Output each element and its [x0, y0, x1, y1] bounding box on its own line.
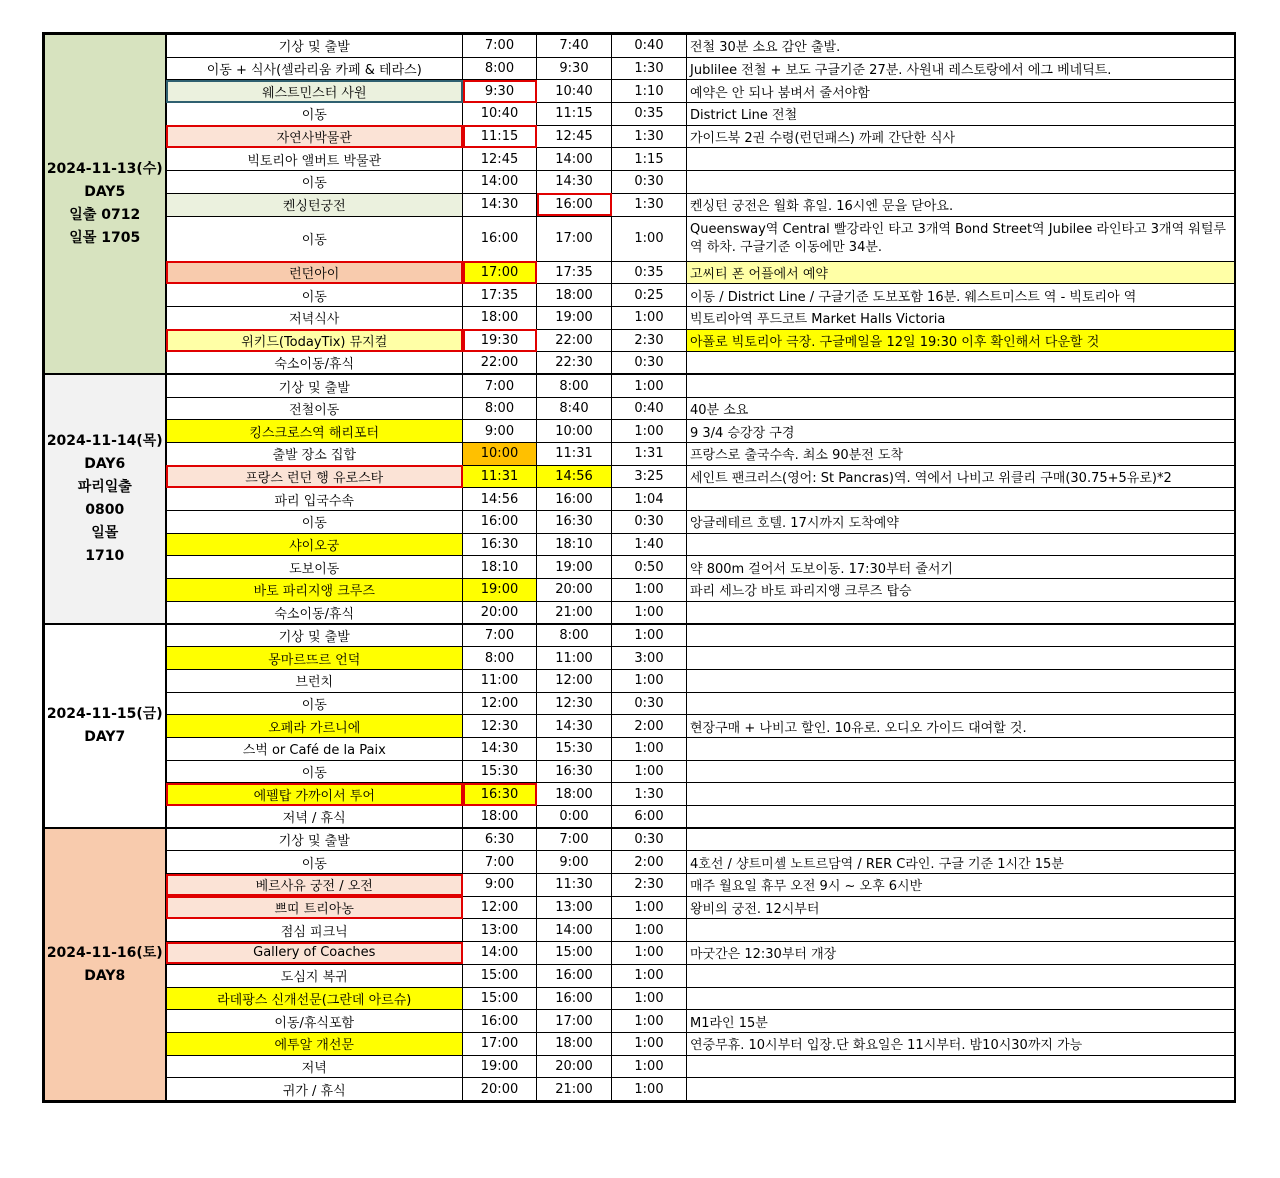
- start-time-cell: 12:00: [463, 896, 537, 919]
- note-cell: 이동 / District Line / 구글기준 도보포함 16분. 웨스트미스트 역 - 빅토리아 역: [687, 284, 1235, 307]
- duration-cell: 0:40: [612, 397, 687, 420]
- schedule-row: [45, 783, 1235, 806]
- end-time-cell: 14:30: [537, 171, 612, 194]
- schedule-row: [45, 443, 1235, 466]
- start-time-cell: 18:10: [463, 556, 537, 579]
- activity-cell: 저녁식사: [166, 306, 463, 329]
- note-cell: 세인트 팬크러스(영어: St Pancras)역. 역에서 나비고 위클리 구매(30.75+5유로)*2: [687, 465, 1235, 488]
- duration-cell: 1:31: [612, 443, 687, 466]
- note-cell: [687, 533, 1235, 556]
- activity-cell: 켄싱턴궁전: [166, 193, 463, 216]
- start-time-cell: 17:35: [463, 284, 537, 307]
- note-cell: [687, 692, 1235, 715]
- activity-cell: 브런치: [166, 669, 463, 692]
- day-cell: [45, 374, 166, 624]
- activity-cell: 파리 입국수속: [166, 488, 463, 511]
- start-time-cell: 8:00: [463, 57, 537, 80]
- day-info: DAY7: [84, 729, 126, 746]
- start-time-cell: 17:00: [463, 261, 537, 284]
- schedule-row: [45, 148, 1235, 171]
- duration-cell: 0:30: [612, 692, 687, 715]
- schedule-row: [45, 737, 1235, 760]
- start-time-cell: 9:30: [463, 80, 537, 103]
- note-cell: [687, 783, 1235, 806]
- duration-cell: 1:04: [612, 488, 687, 511]
- schedule-row: [45, 374, 1235, 397]
- duration-cell: 1:30: [612, 125, 687, 148]
- note-cell: 왕비의 궁전. 12시부터: [687, 896, 1235, 919]
- end-time-cell: 11:31: [537, 443, 612, 466]
- activity-cell: 도심지 복귀: [166, 964, 463, 987]
- duration-cell: 0:35: [612, 103, 687, 126]
- note-cell: 빅토리아역 푸드코트 Market Halls Victoria: [687, 306, 1235, 329]
- duration-cell: 1:30: [612, 193, 687, 216]
- end-time-cell: 16:30: [537, 760, 612, 783]
- activity-cell: 기상 및 출발: [166, 828, 463, 851]
- start-time-cell: 15:00: [463, 987, 537, 1010]
- schedule-row: [45, 261, 1235, 284]
- duration-cell: 0:30: [612, 352, 687, 375]
- activity-cell: 라데팡스 신개선문(그란데 아르슈): [166, 987, 463, 1010]
- activity-cell: 오페라 가르니에: [166, 715, 463, 738]
- end-time-cell: 0:00: [537, 806, 612, 829]
- activity-cell: 점심 피크닉: [166, 919, 463, 942]
- note-cell: District Line 전철: [687, 103, 1235, 126]
- start-time-cell: 12:30: [463, 715, 537, 738]
- activity-cell: 귀가 / 휴식: [166, 1078, 463, 1101]
- note-cell: 켄싱턴 궁전은 월화 휴일. 16시엔 문을 닫아요.: [687, 193, 1235, 216]
- end-time-cell: 18:10: [537, 533, 612, 556]
- schedule-row: [45, 919, 1235, 942]
- start-time-cell: 19:00: [463, 579, 537, 602]
- duration-cell: 2:00: [612, 715, 687, 738]
- end-time-cell: 15:00: [537, 942, 612, 965]
- activity-cell: 이동: [166, 511, 463, 534]
- start-time-cell: 14:30: [463, 737, 537, 760]
- end-time-cell: 15:30: [537, 737, 612, 760]
- end-time-cell: 16:00: [537, 193, 612, 216]
- end-time-cell: 7:00: [537, 828, 612, 851]
- note-cell: 매주 월요일 휴무 오전 9시 ~ 오후 6시반: [687, 874, 1235, 897]
- start-time-cell: 16:00: [463, 1010, 537, 1033]
- activity-cell: 자연사박물관: [166, 125, 463, 148]
- schedule-row: [45, 352, 1235, 375]
- end-time-cell: 17:00: [537, 216, 612, 261]
- start-time-cell: 8:00: [463, 647, 537, 670]
- activity-cell: 숙소이동/휴식: [166, 601, 463, 624]
- note-cell: Queensway역 Central 빨강라인 타고 3개역 Bond Street역 Jubilee 라인타고 3개역 워털루 역 하차. 구글기준 이동에만 34분.: [687, 216, 1235, 261]
- activity-cell: 프랑스 런던 행 유로스타: [166, 465, 463, 488]
- duration-cell: 1:00: [612, 919, 687, 942]
- note-cell: [687, 964, 1235, 987]
- schedule-row: [45, 579, 1235, 602]
- schedule-row: [45, 35, 1235, 58]
- activity-cell: 이동: [166, 692, 463, 715]
- day-date: 2024-11-13(수): [46, 161, 163, 178]
- day-cell: [45, 624, 166, 828]
- note-cell: [687, 624, 1235, 647]
- duration-cell: 1:00: [612, 760, 687, 783]
- day-info: 0800: [85, 502, 125, 519]
- note-cell: [687, 919, 1235, 942]
- note-cell: [687, 1055, 1235, 1078]
- note-cell: 파리 세느강 바토 파리지앵 크루즈 탑승: [687, 579, 1235, 602]
- start-time-cell: 14:00: [463, 171, 537, 194]
- duration-cell: 1:00: [612, 987, 687, 1010]
- schedule-row: [45, 1055, 1235, 1078]
- note-cell: 프랑스로 출국수속. 최소 90분전 도착: [687, 443, 1235, 466]
- start-time-cell: 16:30: [463, 783, 537, 806]
- schedule-row: [45, 284, 1235, 307]
- start-time-cell: 16:30: [463, 533, 537, 556]
- duration-cell: 1:00: [612, 896, 687, 919]
- schedule-row: [45, 828, 1235, 851]
- duration-cell: 3:25: [612, 465, 687, 488]
- start-time-cell: 16:00: [463, 216, 537, 261]
- end-time-cell: 11:15: [537, 103, 612, 126]
- duration-cell: 6:00: [612, 806, 687, 829]
- schedule-row: [45, 715, 1235, 738]
- schedule-row: [45, 103, 1235, 126]
- activity-cell: 바토 파리지앵 크루즈: [166, 579, 463, 602]
- schedule-row: [45, 397, 1235, 420]
- schedule-row: [45, 987, 1235, 1010]
- schedule-row: [45, 647, 1235, 670]
- start-time-cell: 9:00: [463, 420, 537, 443]
- start-time-cell: 11:00: [463, 669, 537, 692]
- end-time-cell: 18:00: [537, 783, 612, 806]
- duration-cell: 1:30: [612, 783, 687, 806]
- note-cell: [687, 374, 1235, 397]
- start-time-cell: 9:00: [463, 874, 537, 897]
- end-time-cell: 9:00: [537, 851, 612, 874]
- start-time-cell: 7:00: [463, 374, 537, 397]
- start-time-cell: 20:00: [463, 1078, 537, 1101]
- start-time-cell: 14:00: [463, 942, 537, 965]
- activity-cell: 저녁 / 휴식: [166, 806, 463, 829]
- start-time-cell: 16:00: [463, 511, 537, 534]
- note-cell: 마굿간은 12:30부터 개장: [687, 942, 1235, 965]
- activity-cell: 에투알 개선문: [166, 1032, 463, 1055]
- duration-cell: 2:00: [612, 851, 687, 874]
- duration-cell: 1:30: [612, 57, 687, 80]
- schedule-row: [45, 216, 1235, 261]
- day-cell: [45, 35, 166, 375]
- start-time-cell: 8:00: [463, 397, 537, 420]
- note-cell: 4호선 / 샹트미셸 노트르담역 / RER C라인. 구글 기준 1시간 15분: [687, 851, 1235, 874]
- duration-cell: 0:30: [612, 828, 687, 851]
- schedule-row: [45, 874, 1235, 897]
- activity-cell: Gallery of Coaches: [166, 942, 463, 965]
- day-date: 2024-11-16(토): [46, 944, 163, 961]
- note-cell: 가이드북 2권 수령(런던패스) 까페 간단한 식사: [687, 125, 1235, 148]
- start-time-cell: 12:45: [463, 148, 537, 171]
- start-time-cell: 10:00: [463, 443, 537, 466]
- start-time-cell: 6:30: [463, 828, 537, 851]
- duration-cell: 3:00: [612, 647, 687, 670]
- note-cell: [687, 148, 1235, 171]
- note-cell: [687, 352, 1235, 375]
- schedule-row: [45, 624, 1235, 647]
- activity-cell: 이동: [166, 851, 463, 874]
- schedule-row: [45, 669, 1235, 692]
- note-cell: Jublilee 전철 + 보도 구글기준 27분. 사원내 레스토랑에서 에그 베네딕트.: [687, 57, 1235, 80]
- end-time-cell: 19:00: [537, 306, 612, 329]
- activity-cell: 이동: [166, 760, 463, 783]
- duration-cell: 0:40: [612, 35, 687, 58]
- note-cell: 연중무휴. 10시부터 입장.단 화요일은 11시부터. 밤10시30까지 가능: [687, 1032, 1235, 1055]
- duration-cell: 1:15: [612, 148, 687, 171]
- note-cell: 약 800m 걸어서 도보이동. 17:30부터 줄서기: [687, 556, 1235, 579]
- schedule-row: [45, 511, 1235, 534]
- note-cell: [687, 828, 1235, 851]
- activity-cell: 기상 및 출발: [166, 624, 463, 647]
- end-time-cell: 7:40: [537, 35, 612, 58]
- schedule-row: [45, 1032, 1235, 1055]
- itinerary-table: [44, 34, 1235, 1101]
- end-time-cell: 20:00: [537, 1055, 612, 1078]
- duration-cell: 1:00: [612, 216, 687, 261]
- day-info: 파리일출: [77, 479, 132, 496]
- schedule-row: [45, 942, 1235, 965]
- note-cell: [687, 601, 1235, 624]
- end-time-cell: 10:40: [537, 80, 612, 103]
- end-time-cell: 8:40: [537, 397, 612, 420]
- duration-cell: 1:10: [612, 80, 687, 103]
- duration-cell: 2:30: [612, 329, 687, 352]
- duration-cell: 0:30: [612, 511, 687, 534]
- note-cell: 아폴로 빅토리아 극장. 구글메일을 12일 19:30 이후 확인해서 다운할 것: [687, 329, 1235, 352]
- note-cell: 9 3/4 승강장 구경: [687, 420, 1235, 443]
- start-time-cell: 13:00: [463, 919, 537, 942]
- duration-cell: 1:00: [612, 601, 687, 624]
- duration-cell: 1:00: [612, 579, 687, 602]
- start-time-cell: 22:00: [463, 352, 537, 375]
- duration-cell: 1:00: [612, 1055, 687, 1078]
- duration-cell: 1:00: [612, 420, 687, 443]
- end-time-cell: 11:30: [537, 874, 612, 897]
- start-time-cell: 15:00: [463, 964, 537, 987]
- activity-cell: 저녁: [166, 1055, 463, 1078]
- day-info: DAY5: [84, 184, 126, 201]
- day-date: 2024-11-14(목): [46, 433, 163, 450]
- schedule-row: [45, 533, 1235, 556]
- end-time-cell: 21:00: [537, 1078, 612, 1101]
- end-time-cell: 18:00: [537, 284, 612, 307]
- schedule-row: [45, 171, 1235, 194]
- duration-cell: 1:00: [612, 624, 687, 647]
- end-time-cell: 16:00: [537, 964, 612, 987]
- duration-cell: 1:00: [612, 669, 687, 692]
- end-time-cell: 21:00: [537, 601, 612, 624]
- note-cell: 40분 소요: [687, 397, 1235, 420]
- activity-cell: 스벅 or Café de la Paix: [166, 737, 463, 760]
- note-cell: [687, 760, 1235, 783]
- end-time-cell: 22:00: [537, 329, 612, 352]
- activity-cell: 베르사유 궁전 / 오전: [166, 874, 463, 897]
- start-time-cell: 17:00: [463, 1032, 537, 1055]
- end-time-cell: 14:00: [537, 919, 612, 942]
- activity-cell: 킹스크로스역 해리포터: [166, 420, 463, 443]
- activity-cell: 몽마르뜨르 언덕: [166, 647, 463, 670]
- start-time-cell: 12:00: [463, 692, 537, 715]
- activity-cell: 쁘띠 트리아농: [166, 896, 463, 919]
- activity-cell: 숙소이동/휴식: [166, 352, 463, 375]
- end-time-cell: 16:00: [537, 987, 612, 1010]
- activity-cell: 이동: [166, 284, 463, 307]
- end-time-cell: 18:00: [537, 1032, 612, 1055]
- duration-cell: 1:00: [612, 1010, 687, 1033]
- activity-cell: 이동 + 식사(셀라리움 카페 & 테라스): [166, 57, 463, 80]
- schedule-row: [45, 1010, 1235, 1033]
- activity-cell: 기상 및 출발: [166, 35, 463, 58]
- day-date: 2024-11-15(금): [46, 706, 163, 723]
- start-time-cell: 18:00: [463, 306, 537, 329]
- end-time-cell: 14:30: [537, 715, 612, 738]
- duration-cell: 1:00: [612, 737, 687, 760]
- schedule-row: [45, 306, 1235, 329]
- end-time-cell: 12:45: [537, 125, 612, 148]
- note-cell: [687, 171, 1235, 194]
- note-cell: 예약은 안 되나 붐벼서 줄서야함: [687, 80, 1235, 103]
- note-cell: 앙글레테르 호텔. 17시까지 도착예약: [687, 511, 1235, 534]
- end-time-cell: 10:00: [537, 420, 612, 443]
- end-time-cell: 11:00: [537, 647, 612, 670]
- start-time-cell: 10:40: [463, 103, 537, 126]
- note-cell: M1라인 15분: [687, 1010, 1235, 1033]
- note-cell: [687, 669, 1235, 692]
- schedule-row: [45, 465, 1235, 488]
- start-time-cell: 19:30: [463, 329, 537, 352]
- note-cell: 고씨티 폰 어플에서 예약: [687, 261, 1235, 284]
- end-time-cell: 13:00: [537, 896, 612, 919]
- start-time-cell: 7:00: [463, 35, 537, 58]
- note-cell: 전철 30분 소요 감안 출발.: [687, 35, 1235, 58]
- end-time-cell: 14:00: [537, 148, 612, 171]
- activity-cell: 런던아이: [166, 261, 463, 284]
- start-time-cell: 20:00: [463, 601, 537, 624]
- note-cell: [687, 737, 1235, 760]
- end-time-cell: 20:00: [537, 579, 612, 602]
- schedule-row: [45, 125, 1235, 148]
- schedule-row: [45, 806, 1235, 829]
- day-info: 일몰 1705: [69, 230, 141, 247]
- note-cell: [687, 647, 1235, 670]
- duration-cell: 1:00: [612, 374, 687, 397]
- duration-cell: 1:00: [612, 1078, 687, 1101]
- duration-cell: 1:00: [612, 942, 687, 965]
- schedule-sheet: [42, 32, 1236, 1103]
- activity-cell: 이동: [166, 103, 463, 126]
- start-time-cell: 19:00: [463, 1055, 537, 1078]
- end-time-cell: 16:00: [537, 488, 612, 511]
- activity-cell: 이동: [166, 216, 463, 261]
- start-time-cell: 7:00: [463, 624, 537, 647]
- duration-cell: 0:50: [612, 556, 687, 579]
- schedule-row: [45, 57, 1235, 80]
- end-time-cell: 14:56: [537, 465, 612, 488]
- start-time-cell: 14:56: [463, 488, 537, 511]
- end-time-cell: 8:00: [537, 374, 612, 397]
- end-time-cell: 9:30: [537, 57, 612, 80]
- note-cell: [687, 987, 1235, 1010]
- activity-cell: 출발 장소 집합: [166, 443, 463, 466]
- end-time-cell: 17:35: [537, 261, 612, 284]
- end-time-cell: 8:00: [537, 624, 612, 647]
- start-time-cell: 7:00: [463, 851, 537, 874]
- day-cell: [45, 828, 166, 1100]
- duration-cell: 0:30: [612, 171, 687, 194]
- schedule-row: [45, 420, 1235, 443]
- note-cell: 현장구매 + 나비고 할인. 10유로. 오디오 가이드 대여할 것.: [687, 715, 1235, 738]
- duration-cell: 1:00: [612, 964, 687, 987]
- day-info: DAY8: [84, 967, 126, 984]
- note-cell: [687, 488, 1235, 511]
- duration-cell: 1:00: [612, 1032, 687, 1055]
- activity-cell: 샤이오궁: [166, 533, 463, 556]
- activity-cell: 전철이동: [166, 397, 463, 420]
- duration-cell: 2:30: [612, 874, 687, 897]
- schedule-row: [45, 964, 1235, 987]
- day-info: 일몰: [91, 525, 119, 542]
- note-cell: [687, 1078, 1235, 1101]
- schedule-row: [45, 488, 1235, 511]
- end-time-cell: 22:30: [537, 352, 612, 375]
- end-time-cell: 16:30: [537, 511, 612, 534]
- activity-cell: 웨스트민스터 사원: [166, 80, 463, 103]
- duration-cell: 0:25: [612, 284, 687, 307]
- activity-cell: 이동: [166, 171, 463, 194]
- activity-cell: 빅토리아 앨버트 박물관: [166, 148, 463, 171]
- duration-cell: 1:40: [612, 533, 687, 556]
- activity-cell: 위키드(TodayTix) 뮤지컬: [166, 329, 463, 352]
- schedule-row: [45, 556, 1235, 579]
- schedule-row: [45, 760, 1235, 783]
- schedule-row: [45, 80, 1235, 103]
- day-info: 1710: [85, 548, 125, 565]
- schedule-row: [45, 601, 1235, 624]
- end-time-cell: 12:00: [537, 669, 612, 692]
- start-time-cell: 11:15: [463, 125, 537, 148]
- end-time-cell: 19:00: [537, 556, 612, 579]
- start-time-cell: 14:30: [463, 193, 537, 216]
- activity-cell: 에펠탑 가까이서 투어: [166, 783, 463, 806]
- schedule-row: [45, 851, 1235, 874]
- activity-cell: 이동/휴식포함: [166, 1010, 463, 1033]
- duration-cell: 0:35: [612, 261, 687, 284]
- start-time-cell: 15:30: [463, 760, 537, 783]
- schedule-row: [45, 692, 1235, 715]
- activity-cell: 기상 및 출발: [166, 374, 463, 397]
- schedule-row: [45, 1078, 1235, 1101]
- end-time-cell: 12:30: [537, 692, 612, 715]
- schedule-row: [45, 193, 1235, 216]
- note-cell: [687, 806, 1235, 829]
- start-time-cell: 18:00: [463, 806, 537, 829]
- end-time-cell: 17:00: [537, 1010, 612, 1033]
- schedule-row: [45, 896, 1235, 919]
- duration-cell: 1:00: [612, 306, 687, 329]
- day-info: DAY6: [84, 456, 126, 473]
- start-time-cell: 11:31: [463, 465, 537, 488]
- day-info: 일출 0712: [69, 207, 141, 224]
- schedule-row: [45, 329, 1235, 352]
- activity-cell: 도보이동: [166, 556, 463, 579]
